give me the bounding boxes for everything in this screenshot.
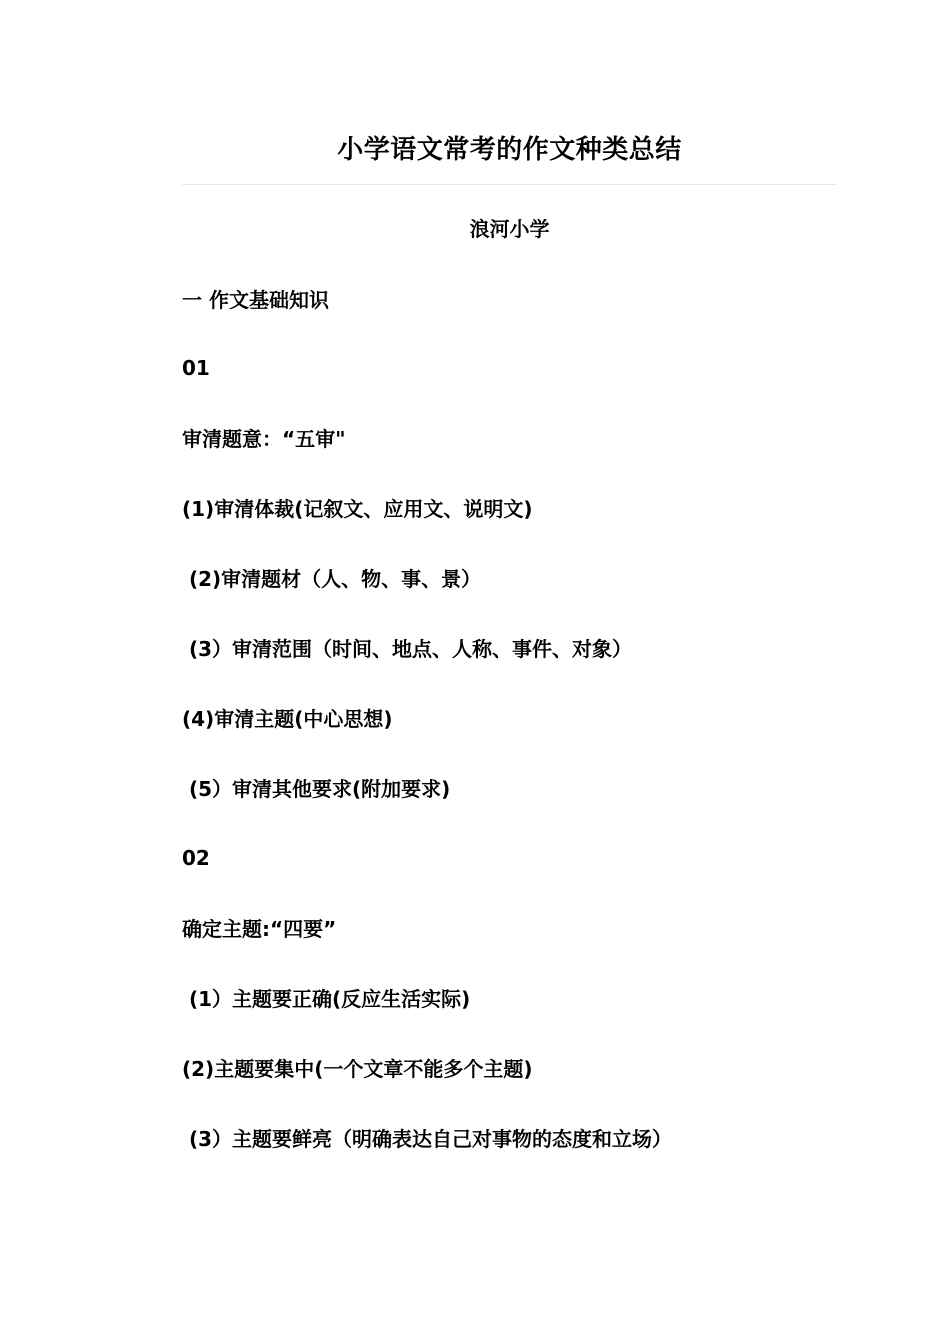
list-item: (1)审清体裁(记叙文、应用文、说明文)	[182, 497, 533, 521]
document-author: 浪河小学	[469, 217, 550, 241]
title-divider	[182, 184, 837, 185]
list-item: (4)审清主题(中心思想)	[182, 707, 393, 731]
section-number: 02	[182, 846, 210, 870]
document-title: 小学语文常考的作文种类总结	[337, 135, 682, 165]
subsection-heading: 审清题意：“五审"	[182, 427, 346, 451]
list-item: (2)主题要集中(一个文章不能多个主题)	[182, 1057, 533, 1081]
section-heading: 一 作文基础知识	[182, 288, 329, 312]
list-item: (3）主题要鲜亮（明确表达自己对事物的态度和立场）	[182, 1127, 673, 1151]
list-item: (5）审清其他要求(附加要求)	[182, 777, 451, 801]
section-number: 01	[182, 356, 210, 380]
list-item: (2)审清题材（人、物、事、景）	[182, 567, 482, 591]
list-item: (1）主题要正确(反应生活实际)	[182, 987, 471, 1011]
subsection-heading: 确定主题:“四要”	[182, 917, 337, 941]
list-item: (3）审清范围（时间、地点、人称、事件、对象）	[182, 637, 633, 661]
